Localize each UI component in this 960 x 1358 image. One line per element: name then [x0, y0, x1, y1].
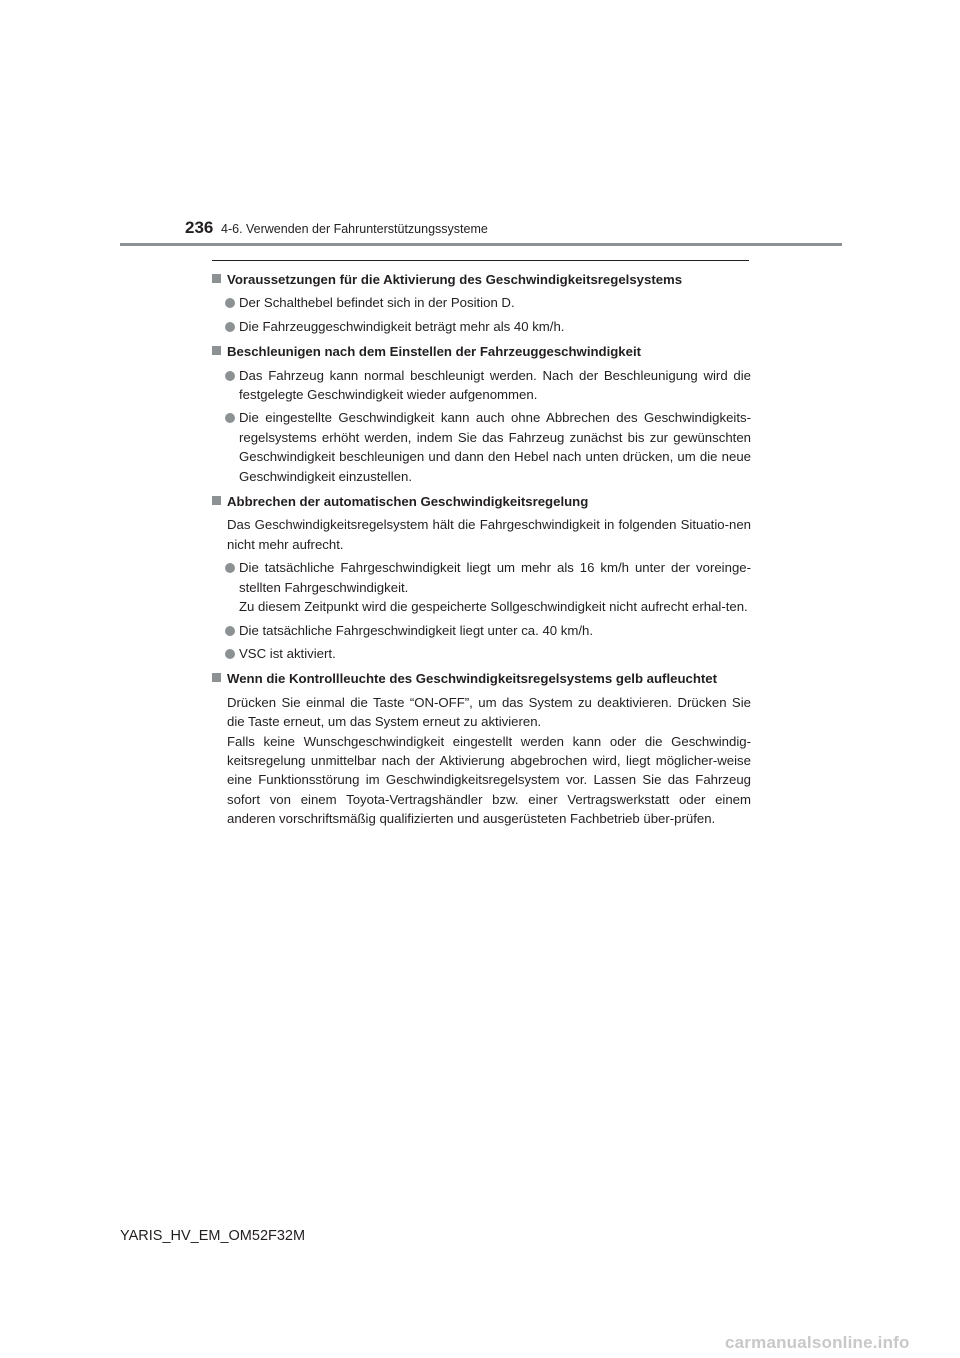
section-activation-conditions	[211, 270, 751, 336]
square-bullet-icon	[212, 274, 221, 283]
section-heading: Voraussetzungen für die Aktivierung des Geschwindigkeitsregelsystems	[211, 270, 751, 289]
watermark: carmanualsonline.info	[725, 1333, 910, 1352]
document-code: YARIS_HV_EM_OM52F32M	[120, 1228, 306, 1244]
circle-bullet-icon	[225, 626, 235, 636]
section-accelerating	[211, 342, 751, 486]
list-item: Der Schalthebel befindet sich in der Position D.	[211, 293, 751, 312]
circle-bullet-icon	[225, 322, 235, 332]
list-item: Die tatsächliche Fahrgeschwindigkeit liegt um mehr als 16 km/h unter der voreinge-stellten Fahrgeschwindigkeit. Zu diesem Zeitpunkt wird die gespeicherte Sollgeschwindigkeit nicht aufrecht erhal-ten.	[211, 558, 751, 616]
page-number: 236	[185, 218, 214, 237]
bullet-note: Zu diesem Zeitpunkt wird die gespeicherte Sollgeschwindigkeit nicht aufrecht erhal-ten.	[239, 599, 748, 615]
circle-bullet-icon	[225, 563, 235, 573]
circle-bullet-icon	[225, 649, 235, 659]
list-item: Die eingestellte Geschwindigkeit kann auch ohne Abbrechen des Geschwindigkeits-regelsystems erhöht werden, indem Sie das Fahrzeug zunächst bis zur gewünschten Geschwindigkeit beschleunigen und dann den Hebel nach unten drücken, um die neue Geschwindigkeit einzustellen.	[211, 408, 751, 486]
content-top-rule	[212, 260, 749, 261]
list-item: Die tatsächliche Fahrgeschwindigkeit liegt unter ca. 40 km/h.	[211, 621, 751, 640]
page-content	[211, 270, 751, 835]
chapter-title: 4-6. Verwenden der Fahrunterstützungssysteme	[221, 222, 488, 236]
circle-bullet-icon	[225, 413, 235, 423]
circle-bullet-icon	[225, 298, 235, 308]
paragraph: Drücken Sie einmal die Taste “ON-OFF”, um das System zu deaktivieren. Drücken Sie die Taste erneut, um das System erneut zu aktivieren. Falls keine Wunschgeschwindigkeit eingestellt werden kann oder die Geschwindig-keitsregelung unmittelbar nach der Aktivierung abgebrochen wird, liegt möglicher-weise eine Funktionsstörung im Geschwindigkeitsregelsystem vor. Lassen Sie das Fahrzeug sofort von einem Toyota-Vertragshändler bzw. einer Vertragswerkstatt oder einem anderen vorschriftsmäßig qualifizierten und ausgerüsteten Fachbetrieb über-prüfen.	[227, 694, 751, 827]
list-item: VSC ist aktiviert.	[211, 644, 751, 663]
section-heading: Beschleunigen nach dem Einstellen der Fahrzeuggeschwindigkeit	[211, 342, 751, 361]
square-bullet-icon	[212, 346, 221, 355]
list-item: Die Fahrzeuggeschwindigkeit beträgt mehr als 40 km/h.	[211, 317, 751, 336]
section-warning-light	[211, 669, 751, 828]
header-rule	[120, 243, 842, 246]
square-bullet-icon	[212, 673, 221, 682]
list-item: Das Fahrzeug kann normal beschleunigt werden. Nach der Beschleunigung wird die festgelegte Geschwindigkeit wieder aufgenommen.	[211, 366, 751, 405]
section-intro: Das Geschwindigkeitsregelsystem hält die Fahrgeschwindigkeit in folgenden Situatio-nen nicht mehr aufrecht.	[227, 517, 751, 552]
section-heading: Abbrechen der automatischen Geschwindigkeitsregelung	[211, 492, 751, 511]
section-cancellation	[211, 492, 751, 663]
square-bullet-icon	[212, 496, 221, 505]
circle-bullet-icon	[225, 371, 235, 381]
section-heading: Wenn die Kontrollleuchte des Geschwindigkeitsregelsystems gelb aufleuchtet	[211, 669, 751, 688]
